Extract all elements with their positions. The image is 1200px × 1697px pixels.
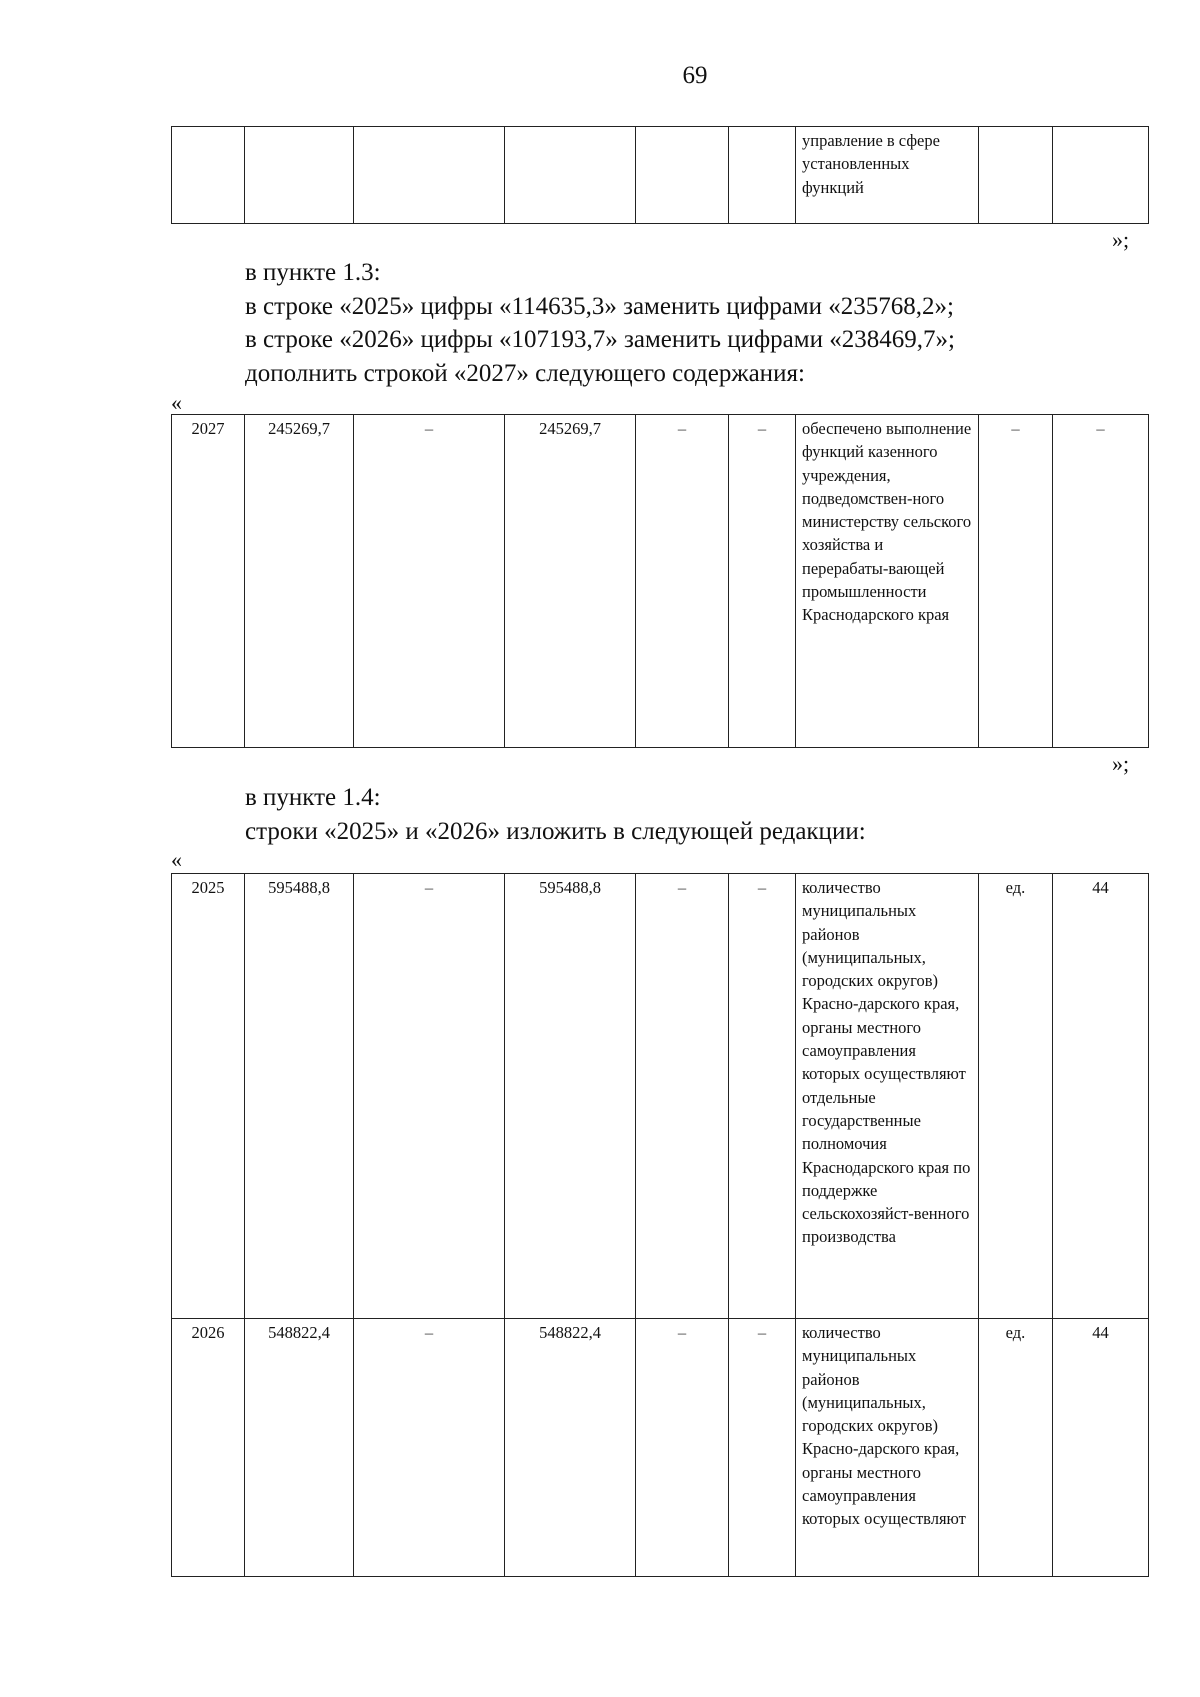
dash-cell: – [354, 874, 505, 1319]
dash-cell: – [636, 1319, 729, 1577]
table-row [172, 415, 1149, 748]
table-cell [636, 127, 729, 224]
table-continuation [171, 126, 1149, 224]
section-1-3-heading: в пункте 1.3: [245, 259, 381, 286]
table-2027 [171, 414, 1149, 748]
unit-cell: – [979, 415, 1053, 748]
unit-cell: ед. [979, 1319, 1053, 1577]
section-1-4-line-1: строки «2025» и «2026» изложить в следующей редакции: [245, 818, 866, 845]
table-cell [1053, 127, 1149, 224]
value-cell: – [1053, 415, 1149, 748]
table-cell [354, 127, 505, 224]
description-cell: количество муниципальных районов (муниципальных, городских округов) Красно-дарского края, органы местного самоуправления которых осуществляют отдельные государственные полномочия Краснодарского края по поддержке сельскохозяйст-венного производства [796, 874, 979, 1319]
amount-cell: 245269,7 [505, 415, 636, 748]
description-cell: обеспечено выполнение функций казенного учреждения, подведомствен-ного министерству сельского хозяйства и перерабаты-вающей промышленности Краснодарского края [796, 415, 979, 748]
dash-cell: – [729, 874, 796, 1319]
total-cell: 548822,4 [245, 1319, 354, 1577]
section-1-3-line-3: дополнить строкой «2027» следующего содержания: [245, 360, 805, 387]
table-row [172, 1319, 1149, 1577]
dash-cell: – [636, 415, 729, 748]
table-row [172, 127, 1149, 224]
section-1-3-line-1: в строке «2025» цифры «114635,3» заменить цифрами «235768,2»; [245, 293, 954, 320]
year-cell: 2026 [172, 1319, 245, 1577]
total-cell: 245269,7 [245, 415, 354, 748]
table-cell [979, 127, 1053, 224]
year-cell: 2025 [172, 874, 245, 1319]
dash-cell: – [354, 415, 505, 748]
dash-cell: – [729, 1319, 796, 1577]
year-cell: 2027 [172, 415, 245, 748]
description-cell: количество муниципальных районов (муниципальных, городских округов) Красно-дарского края, органы местного самоуправления которых осуществляют [796, 1319, 979, 1577]
amount-cell: 548822,4 [505, 1319, 636, 1577]
value-cell: 44 [1053, 874, 1149, 1319]
amount-cell: 595488,8 [505, 874, 636, 1319]
dash-cell: – [354, 1319, 505, 1577]
table-cell [172, 127, 245, 224]
description-cell: управление в сфере установленных функций [796, 127, 979, 224]
value-cell: 44 [1053, 1319, 1149, 1577]
opening-quote: « [171, 390, 182, 415]
page-number: 69 [682, 62, 708, 89]
table-cell [505, 127, 636, 224]
section-1-3-line-2: в строке «2026» цифры «107193,7» заменить цифрами «238469,7»; [245, 326, 955, 353]
unit-cell: ед. [979, 874, 1053, 1319]
dash-cell: – [636, 874, 729, 1319]
section-1-4-heading: в пункте 1.4: [245, 784, 381, 811]
dash-cell: – [729, 415, 796, 748]
closing-quote: »; [1112, 227, 1130, 252]
opening-quote: « [171, 847, 182, 872]
table-cell [729, 127, 796, 224]
table-2025-2026 [171, 873, 1149, 1577]
total-cell: 595488,8 [245, 874, 354, 1319]
table-cell [245, 127, 354, 224]
closing-quote: »; [1112, 751, 1130, 776]
table-row [172, 874, 1149, 1319]
